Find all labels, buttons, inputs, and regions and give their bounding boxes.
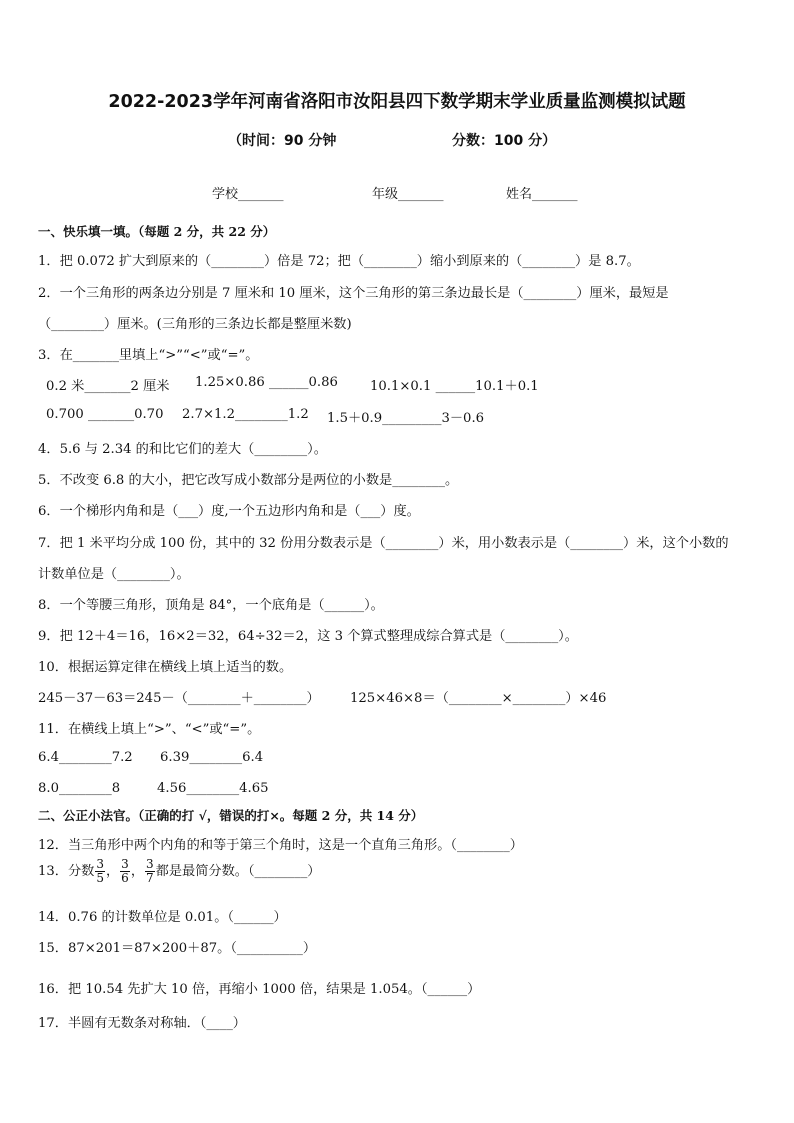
q13-prefix: 13．分数 [38,864,95,879]
question-12: 12．当三角形中两个内角的和等于第三个角时，这是一个直角三角形。（________） [38,838,523,853]
q11-item: 6.39________6.4 [160,750,264,765]
section-2-heading: 二、公正小法官。（正确的打 √，错误的打×。每题 2 分，共 14 分） [38,808,424,823]
q11-item: 6.4________7.2 [38,750,133,765]
q3-item: 1.5＋0.9_________3－0.6 [327,411,485,426]
question-9: 9．把 12＋4＝16，16×2＝32，64÷32＝2，这 3 个算式整理成综合算式是（________）。 [38,629,578,644]
q3-item: 2.7×1.2________1.2 [182,407,309,422]
question-16: 16．把 10.54 先扩大 10 倍，再缩小 1000 倍，结果是 1.054。（______） [38,982,481,997]
denominator: 6 [121,871,129,885]
section-1-heading: 一、快乐填一填。（每题 2 分，共 22 分） [38,224,276,239]
question-3: 3．在_______里填上“>”“<”或“=”。 [38,348,259,363]
exam-title: 2022-2023学年河南省洛阳市汝阳县四下数学期末学业质量监测模拟试题 [108,92,686,112]
question-2-line-2: （________）厘米。(三角形的三条边长都是整厘米数) [38,317,352,332]
fraction [145,858,155,885]
question-14: 14．0.76 的计数单位是 0.01。（______） [38,910,287,925]
question-11: 11．在横线上填上“>”、“<”或“=”。 [38,722,261,737]
numerator: 3 [121,857,129,871]
q3-item: 10.1×0.1 ______10.1＋0.1 [370,379,539,394]
question-7-line-1: 7．把 1 米平均分成 100 份，其中的 32 份用分数表示是（________）米，用小数表示是（________）米，这个小数的 [38,536,729,551]
question-6: 6．一个梯形内角和是（___）度,一个五边形内角和是（___）度。 [38,504,420,519]
question-13 [38,858,320,885]
denominator: 5 [96,871,104,885]
q11-item: 4.56________4.65 [157,781,269,796]
separator: ， [130,864,144,879]
q3-item: 0.700 _______0.70 [46,407,164,422]
q10-item: 125×46×8＝（________×________）×46 [350,691,607,706]
denominator: 7 [146,871,154,885]
question-5: 5．不改变 6.8 的大小，把它改写成小数部分是两位的小数是________。 [38,473,459,488]
question-10: 10．根据运算定律在横线上填上适当的数。 [38,660,293,675]
question-1: 1．把 0.072 扩大到原来的（________）倍是 72；把（________）缩小到原来的（________）是 8.7。 [38,254,640,269]
score-label: 分数：100 分） [452,133,557,149]
grade-field: 年级_______ [372,187,444,202]
q11-item: 8.0________8 [38,781,121,796]
school-field: 学校_______ [212,187,284,202]
q10-item: 245－37－63＝245－（________＋________） [38,691,320,706]
fraction [120,858,130,885]
numerator: 3 [146,857,154,871]
question-4: 4．5.6 与 2.34 的和比它们的差大（________）。 [38,442,327,457]
question-7-line-2: 计数单位是（________）。 [38,567,190,582]
question-2-line-1: 2．一个三角形的两条边分别是 7 厘米和 10 厘米，这个三角形的第三条边最长是（________）厘米，最短是 [38,286,669,301]
q13-suffix: 都是最简分数。（________） [155,864,321,879]
time-label: （时间：90 分钟 [228,133,337,149]
question-15: 15．87×201＝87×200＋87。（__________） [38,941,317,956]
question-17: 17．半圆有无数条对称轴．（____） [38,1016,246,1031]
fraction [95,858,105,885]
numerator: 3 [96,857,104,871]
q3-item: 1.25×0.86 ______0.86 [195,375,338,390]
name-field: 姓名_______ [506,187,578,202]
question-8: 8．一个等腰三角形，顶角是 84°，一个底角是（______）。 [38,598,384,613]
separator: ， [105,864,120,879]
q3-item: 0.2 米_______2 厘米 [46,379,170,394]
